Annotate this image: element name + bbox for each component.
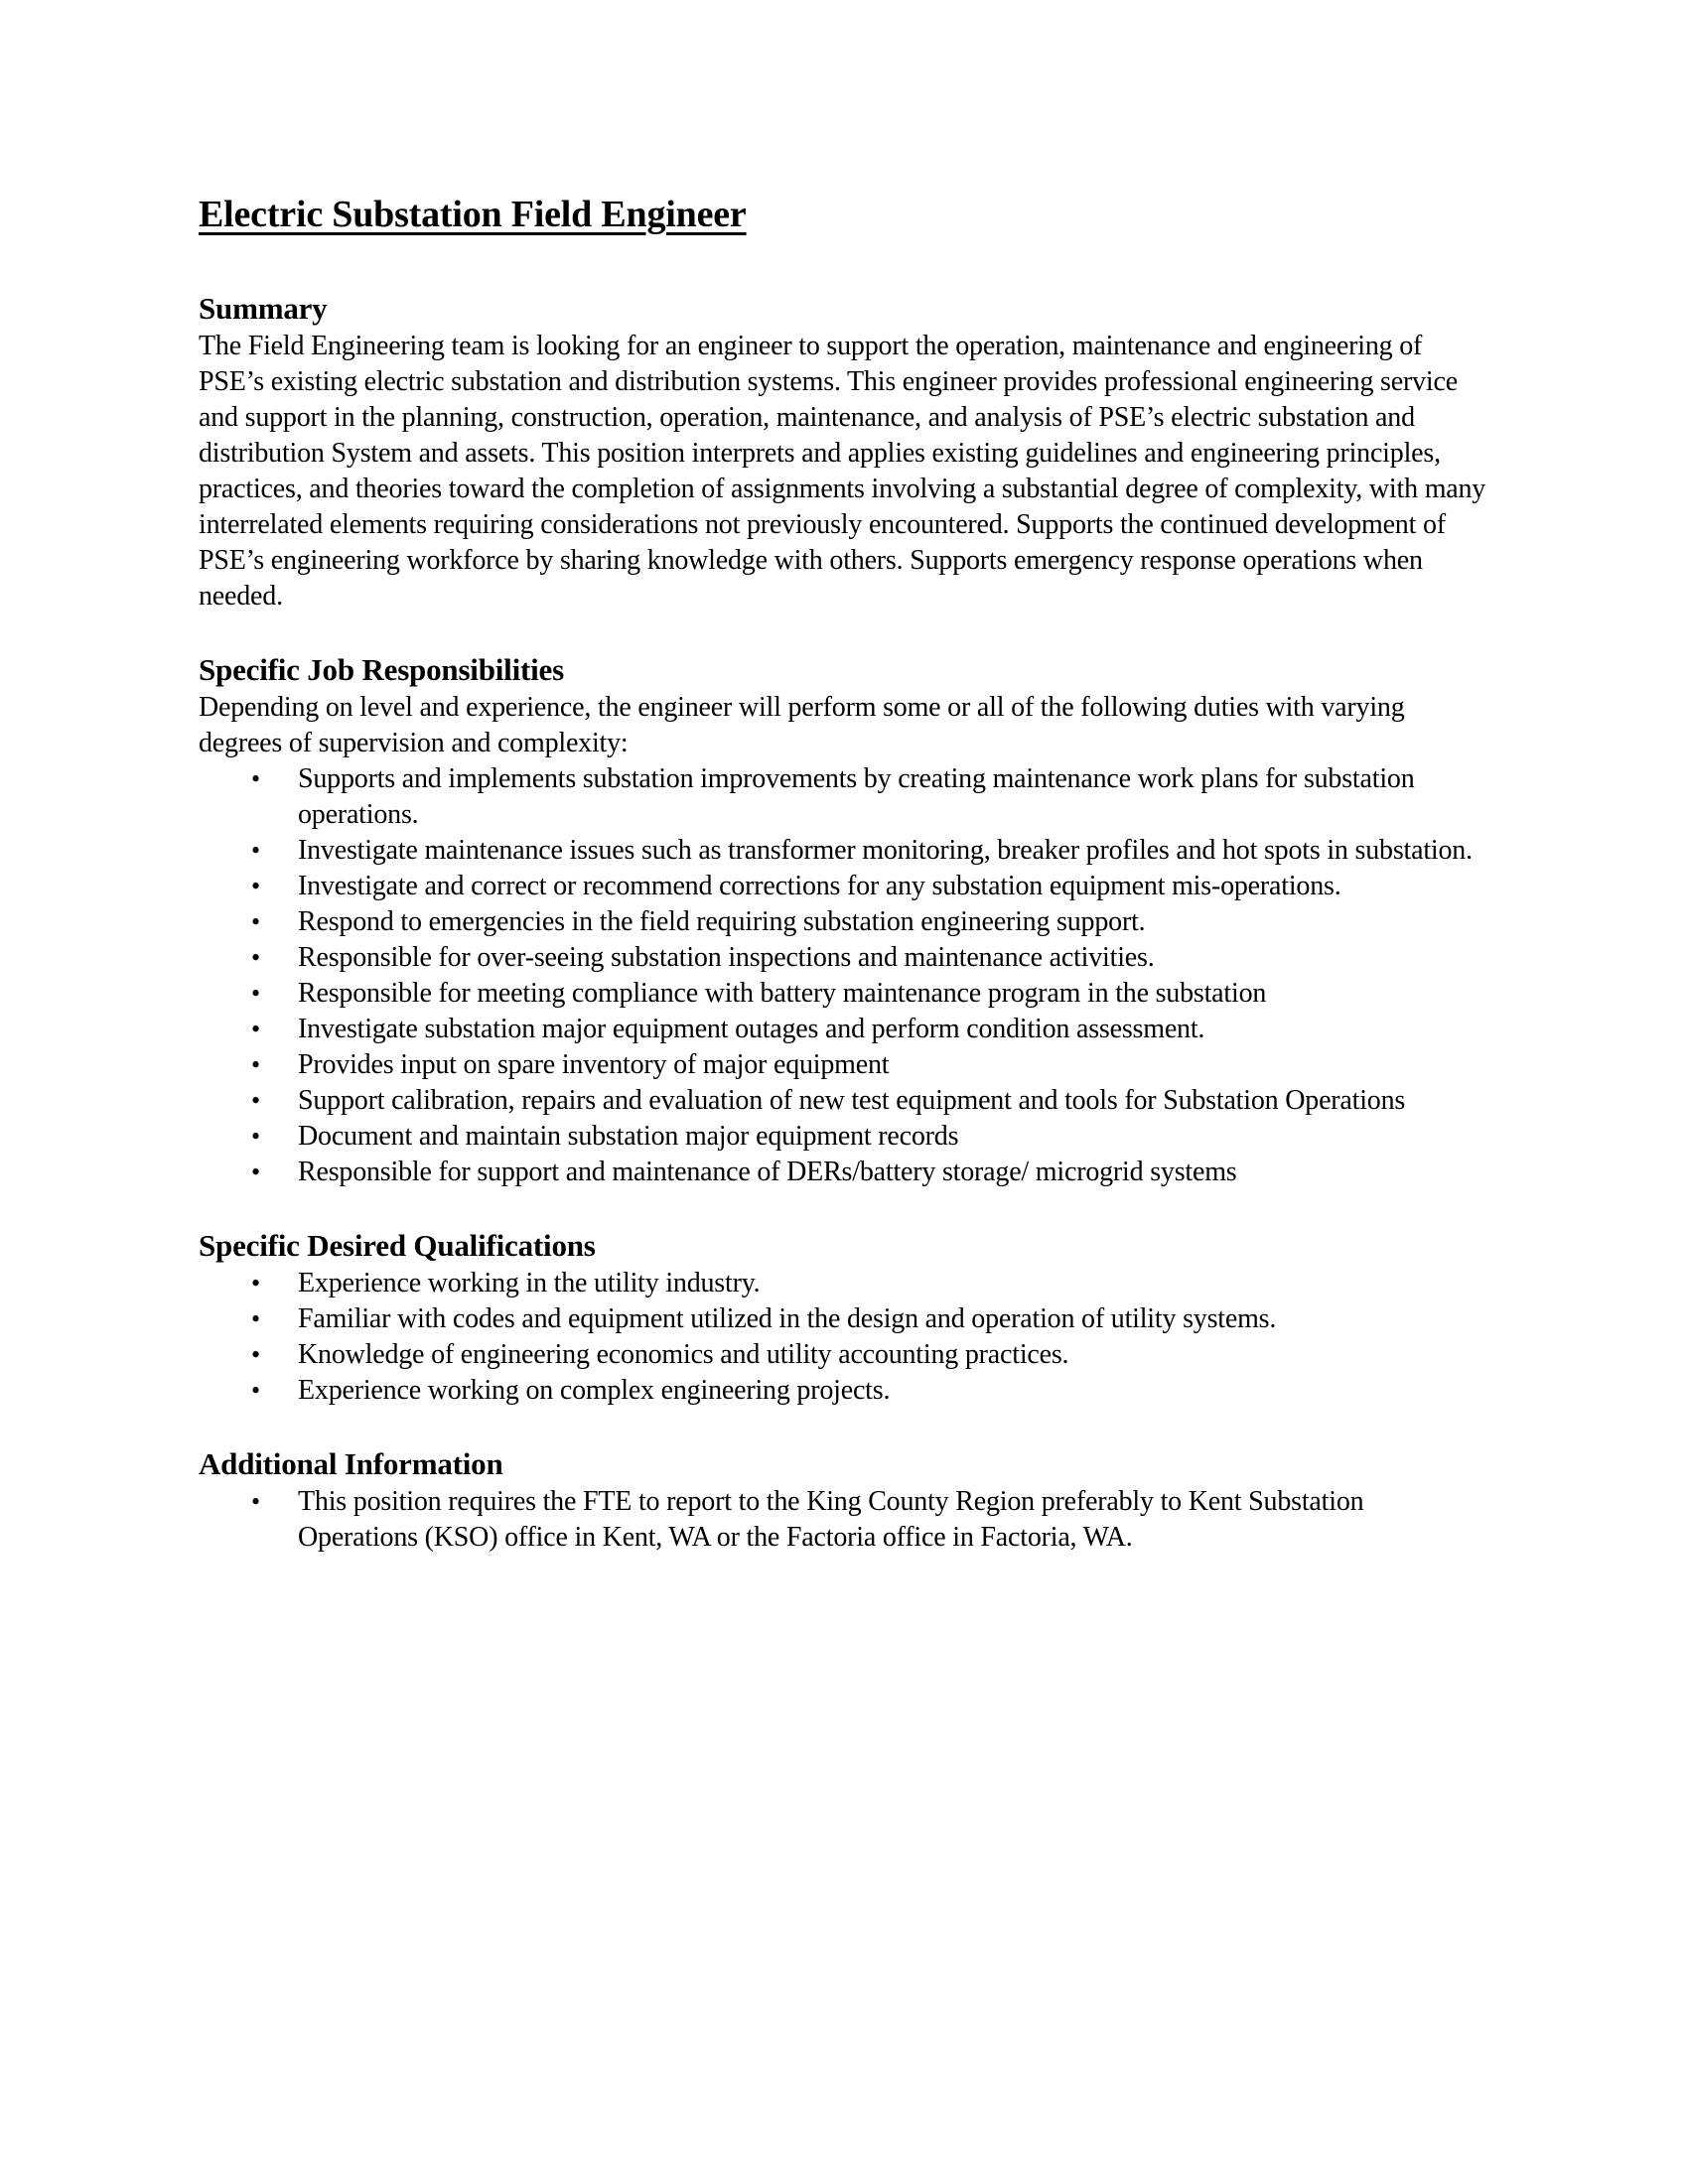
list-item-text: Experience working on complex engineering projects.	[298, 1375, 891, 1406]
bullet-icon: •	[251, 979, 260, 1008]
list-item	[199, 1012, 1489, 1047]
bullet-icon: •	[251, 943, 260, 972]
bullet-icon: •	[251, 1086, 260, 1115]
summary-paragraph: The Field Engineering team is looking for an engineer to support the operation, maintenance and engineering of PSE’s existing electric substation and distribution systems. This engineer provides professional engineering service and support in the planning, construction, operation, maintenance, and analysis of PSE’s electric substation and distribution System and assets. This position interprets and applies existing guidelines and engineering principles, practices, and theories toward the completion of assignments involving a substantial degree of complexity, with many interrelated elements requiring considerations not previously encountered. Supports the continued development of PSE’s engineering workforce by sharing knowledge with others. Supports emergency response operations when needed.	[199, 331, 1486, 612]
list-item	[199, 1047, 1489, 1083]
list-item-text: Investigate substation major equipment outages and perform condition assessment.	[298, 1014, 1205, 1044]
bullet-icon: •	[251, 1487, 260, 1516]
list-item-text: Investigate maintenance issues such as transformer monitoring, breaker profiles and hot spots in substation.	[298, 835, 1473, 866]
list-item-text: Responsible for over-seeing substation inspections and maintenance activities.	[298, 942, 1155, 973]
qualifications-list	[199, 1266, 1489, 1409]
list-item-text: This position requires the FTE to report to the King County Region preferably to Kent Substation Operations (KSO) office in Kent, WA or the Factoria office in Factoria, WA.	[298, 1486, 1364, 1553]
list-item	[199, 1484, 1489, 1556]
responsibilities-list	[199, 761, 1489, 1190]
list-item	[199, 1337, 1489, 1373]
list-item-text: Responsible for meeting compliance with battery maintenance program in the substation	[298, 978, 1267, 1009]
list-item-text: Respond to emergencies in the field requiring substation engineering support.	[298, 906, 1146, 937]
section-job-responsibilities	[199, 650, 1489, 1190]
bullet-icon: •	[251, 1158, 260, 1186]
bullet-icon: •	[251, 1015, 260, 1043]
list-item-text: Support calibration, repairs and evaluation of new test equipment and tools for Substation Operations	[298, 1085, 1406, 1116]
list-item	[199, 1266, 1489, 1301]
list-item	[199, 976, 1489, 1012]
list-item-text: Document and maintain substation major equipment records	[298, 1121, 959, 1152]
list-item	[199, 1301, 1489, 1337]
list-item-text: Supports and implements substation improvements by creating maintenance work plans for substation operations.	[298, 763, 1415, 830]
bullet-icon: •	[251, 764, 260, 793]
responsibilities-intro: Depending on level and experience, the engineer will perform some or all of the following duties with varying degrees of supervision and complexity:	[199, 692, 1405, 758]
bullet-icon: •	[251, 1376, 260, 1405]
list-item-text: Responsible for support and maintenance of DERs/battery storage/ microgrid systems	[298, 1157, 1237, 1187]
list-item	[199, 1119, 1489, 1155]
list-item-text: Familiar with codes and equipment utilized in the design and operation of utility systems.	[298, 1303, 1277, 1334]
bullet-icon: •	[251, 1269, 260, 1297]
list-item	[199, 833, 1489, 869]
document-title: Electric Substation Field Engineer	[199, 194, 747, 235]
section-desired-qualifications	[199, 1226, 1489, 1409]
list-item	[199, 1155, 1489, 1190]
bullet-icon: •	[251, 907, 260, 936]
additional-list	[199, 1484, 1489, 1556]
additional-heading: Additional Information	[199, 1446, 503, 1481]
bullet-icon: •	[251, 872, 260, 900]
section-additional-information	[199, 1444, 1489, 1556]
bullet-icon: •	[251, 1122, 260, 1151]
bullet-icon: •	[251, 1340, 260, 1369]
list-item	[199, 940, 1489, 976]
qualifications-heading: Specific Desired Qualifications	[199, 1228, 596, 1263]
list-item	[199, 1373, 1489, 1409]
list-item-text: Investigate and correct or recommend corrections for any substation equipment mis-operations.	[298, 871, 1341, 901]
list-item	[199, 761, 1489, 833]
section-summary	[199, 289, 1489, 614]
summary-heading: Summary	[199, 291, 328, 326]
list-item	[199, 1083, 1489, 1119]
bullet-icon: •	[251, 836, 260, 865]
list-item	[199, 904, 1489, 940]
bullet-icon: •	[251, 1050, 260, 1079]
bullet-icon: •	[251, 1304, 260, 1333]
list-item	[199, 869, 1489, 904]
responsibilities-heading: Specific Job Responsibilities	[199, 652, 564, 687]
list-item-text: Knowledge of engineering economics and utility accounting practices.	[298, 1339, 1069, 1370]
list-item-text: Provides input on spare inventory of major equipment	[298, 1049, 890, 1080]
list-item-text: Experience working in the utility industry.	[298, 1268, 761, 1298]
